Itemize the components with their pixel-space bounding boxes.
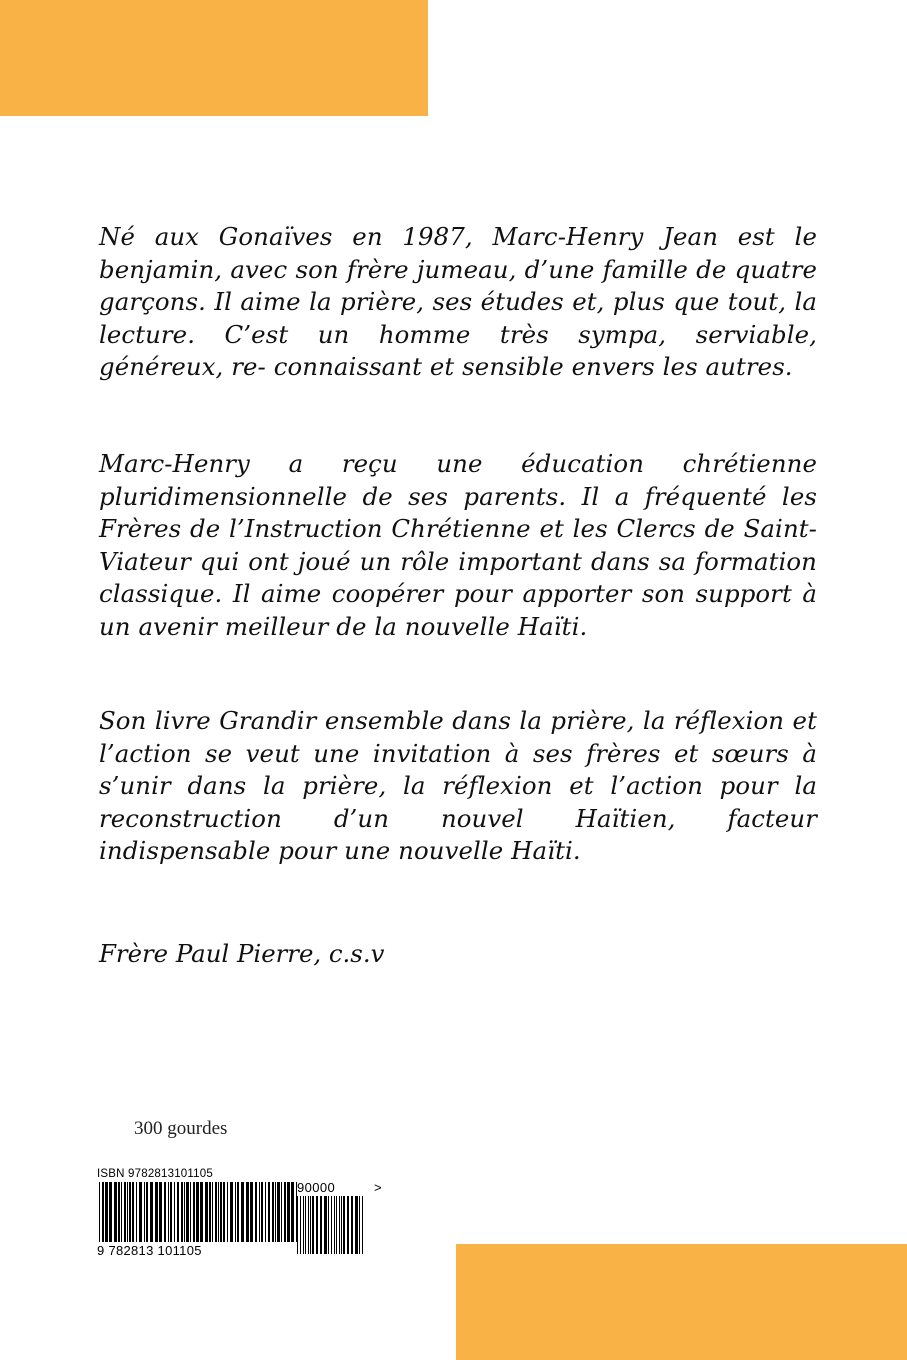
barcode-bar: [308, 1196, 309, 1254]
accent-block-bottom: [456, 1244, 907, 1360]
addon-barcode: [97, 1168, 382, 1260]
price-label: 300 gourdes: [134, 1118, 228, 1139]
addon-digits: 90000: [297, 1180, 336, 1195]
barcode-bar: [341, 1196, 342, 1254]
barcode-bar: [328, 1196, 329, 1254]
barcode-bar: [343, 1196, 345, 1254]
barcode-bar: [355, 1196, 358, 1254]
barcode-bar: [303, 1196, 304, 1254]
barcode-bar: [336, 1196, 337, 1254]
addon-bars-icon: [97, 1168, 387, 1260]
barcode-bar: [300, 1196, 301, 1254]
barcode-bar: [331, 1196, 332, 1254]
barcode-bar: [347, 1196, 349, 1254]
barcode-bar: [334, 1196, 335, 1254]
barcode-bar: [339, 1196, 340, 1254]
barcode-bar: [316, 1196, 318, 1254]
barcode-bar: [359, 1196, 360, 1254]
isbn-label: ISBN 9782813101105: [97, 1168, 213, 1180]
barcode-bar: [305, 1196, 306, 1254]
barcode-bar: [351, 1196, 353, 1254]
signature: Frère Paul Pierre, c.s.v: [99, 939, 385, 968]
bio-paragraph-1: Né aux Gonaïves en 1987, Marc-Henry Jean est le benjamin, avec son frère jumeau, d’une famille de quatre garçons. Il aime la prière, ses études et, plus que tout, la lecture. C’est un homme très sympa, serviable, généreux, re- connaissant et sensible envers les autres.: [99, 222, 817, 381]
accent-block-top: [0, 0, 428, 116]
addon-marker: >: [374, 1180, 382, 1195]
bio-paragraph-3: Son livre Grandir ensemble dans la prière, la réflexion et l’action se veut une invitation à ses frères et sœurs à s’unir dans la prière, la réflexion et l’action pour la reconstruction d’un nouvel Haïtien, facteur indispensable pour une nouvelle Haïti.: [99, 706, 817, 865]
barcode-bar: [312, 1196, 314, 1254]
barcode-bar: [310, 1196, 311, 1254]
barcode-bar: [362, 1196, 363, 1254]
bio-paragraph-2: Marc-Henry a reçu une éducation chrétienne pluridimensionnelle de ses parents. Il a fréquenté les Frères de l’Instruction Chrétienne et les Clercs de Saint-Viateur qui ont joué un rôle important dans sa formation classique. Il aime coopérer pour apporter son support à un avenir meilleur de la nouvelle Haïti.: [99, 449, 817, 641]
barcode-bar: [297, 1196, 298, 1254]
isbn-digits: 9 782813 101105: [97, 1243, 202, 1258]
barcode-bar: [324, 1196, 327, 1254]
barcode-bar: [320, 1196, 322, 1254]
